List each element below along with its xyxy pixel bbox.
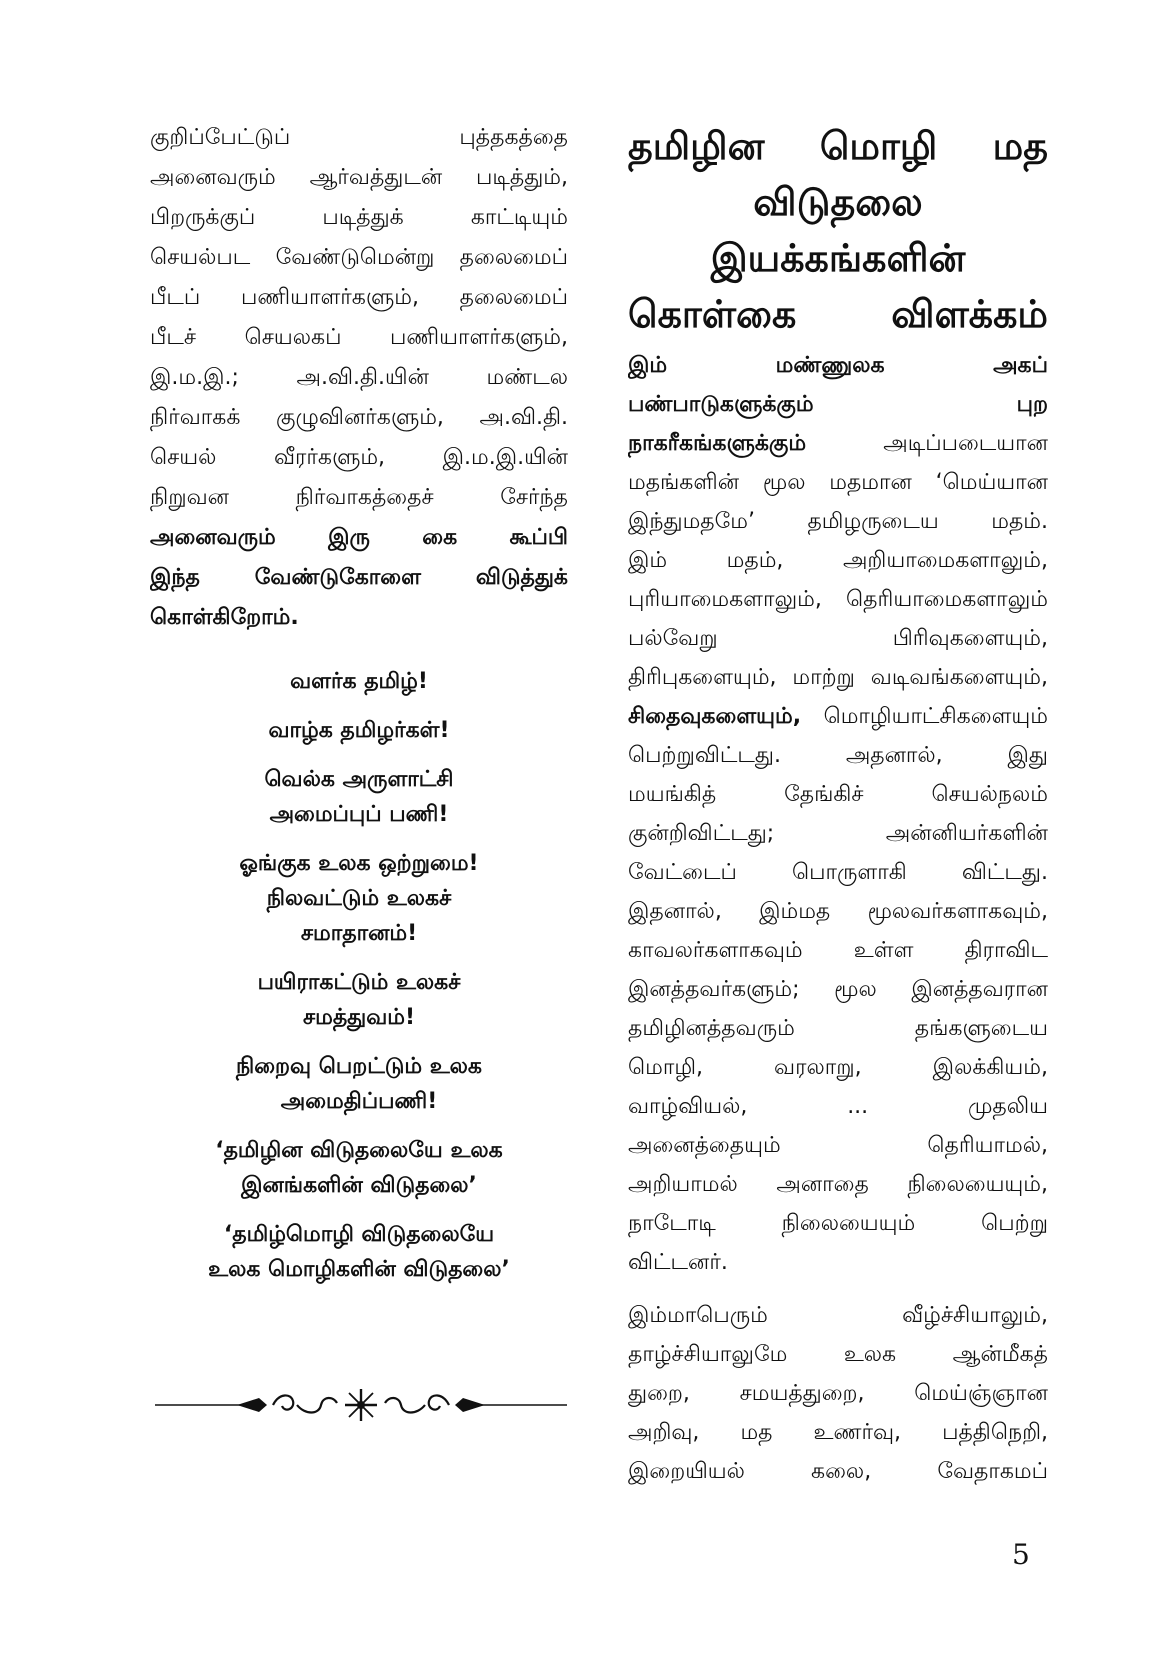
text-segment: காவலர்களாகவும் உள்ள திராவிட [628, 938, 1048, 963]
text-segment: இந்துமதமே’ தமிழருடைய மதம். [628, 509, 1048, 534]
text-segment: வேட்டைப் பொருளாகி விட்டது. [628, 860, 1048, 885]
slogan-line: ‘தமிழின விடுதலையே உலக [215, 1138, 503, 1163]
text-segment: தமிழினத்தவரும் தங்களுடைய [628, 1016, 1048, 1041]
text-line [628, 892, 1048, 931]
slogan-line: பயிராகட்டும் உலகச் [257, 970, 461, 995]
text-segment: அறியாமல் அனாதை நிலையையும், [628, 1172, 1048, 1197]
text-segment: பண்பாடுகளுக்கும் புற [628, 392, 1048, 417]
text-line [628, 814, 1048, 853]
slogan-line: வெல்க அருளாட்சி [264, 767, 454, 792]
text-line [628, 1243, 1048, 1282]
text-segment: பல்வேறு பிரிவுகளையும், [628, 626, 1048, 651]
slogan-line: அமைப்புப் பணி! [269, 802, 449, 827]
text-line [628, 970, 1048, 1009]
text-segment: நாகரீகங்களுக்கும் [628, 431, 807, 456]
text-line: பிறருக்குப் படித்துக் காட்டியும் [150, 205, 568, 230]
text-line [628, 346, 1048, 385]
text-line [628, 541, 1048, 580]
slogan [150, 1217, 568, 1287]
text-line [628, 424, 1048, 463]
slogan-line: இனங்களின் விடுதலை’ [241, 1173, 477, 1198]
text-segment: மதங்களின் மூல மதமான ‘மெய்யான [628, 470, 1048, 495]
slogan-line: வளர்க தமிழ்! [290, 669, 428, 694]
text-segment: குன்றிவிட்டது; அன்னியர்களின் [628, 821, 1048, 846]
text-segment: புரியாமைகளாலும், தெரியாமைகளாலும் [628, 587, 1048, 612]
text-line: நிறுவன நிர்வாகத்தைச் சேர்ந்த [150, 485, 568, 510]
text-line [628, 1204, 1048, 1243]
text-line [628, 775, 1048, 814]
text-line: இம்மாபெரும் வீழ்ச்சியாலும், [628, 1303, 1048, 1328]
text-line: செயல் வீரர்களும், இ.ம.இ.யின் [150, 445, 568, 470]
page-number: 5 [1012, 1538, 1030, 1571]
slogan-line: நிலவட்டும் உலகச் [266, 886, 452, 911]
text-segment: இனத்தவர்களும்; மூல இனத்தவரான [628, 977, 1048, 1002]
text-line [628, 736, 1048, 775]
text-line: செயல்பட வேண்டுமென்று தலைமைப் [150, 245, 568, 270]
text-line [628, 931, 1048, 970]
text-segment: மொழி, வரலாறு, இலக்கியம், [628, 1055, 1048, 1080]
text-line: அறிவு, மத உணர்வு, பத்திநெறி, [628, 1420, 1048, 1445]
text-segment: திரிபுகளையும், மாற்று வடிவங்களையும், [628, 665, 1048, 690]
ornament-divider [155, 1385, 567, 1425]
slogan-line: சமத்துவம்! [302, 1005, 416, 1030]
slogan-line: நிறைவு பெறட்டும் உலக [236, 1054, 482, 1079]
text-line [628, 1048, 1048, 1087]
text-line [628, 502, 1048, 541]
text-line: பீடப் பணியாளர்களும், தலைமைப் [150, 285, 568, 310]
text-line [628, 385, 1048, 424]
text-line: அனைவரும் ஆர்வத்துடன் படித்தும், [150, 165, 568, 190]
text-segment: வாழ்வியல், ... முதலிய [628, 1094, 1048, 1119]
text-segment: இதனால், இம்மத மூலவர்களாகவும், [628, 899, 1048, 924]
title-line: கொள்கை விளக்கம் [628, 292, 1048, 336]
slogan [150, 664, 568, 699]
paragraph-1 [628, 346, 1048, 1282]
text-segment: அனைத்தையும் தெரியாமல், [628, 1133, 1048, 1158]
text-segment: விட்டனர். [628, 1250, 728, 1275]
text-line [628, 853, 1048, 892]
text-line: பீடச் செயலகப் பணியாளர்களும், [150, 325, 568, 350]
text-segment: இம் மதம், அறியாமைகளாலும், [628, 548, 1048, 573]
slogan [150, 846, 568, 951]
slogan-line: ஓங்குக உலக ஒற்றுமை! [239, 851, 479, 876]
text-segment: சிதைவுகளையும், [628, 704, 802, 729]
text-segment: பெற்றுவிட்டது. அதனால், இது [628, 743, 1048, 768]
slogans [150, 664, 568, 1287]
slogan-line: உலக மொழிகளின் விடுதலை’ [208, 1257, 510, 1282]
slogan-line: வாழ்க தமிழர்கள்! [268, 718, 450, 743]
slogan [150, 762, 568, 832]
text-line: இறையியல் கலை, வேதாகமப் [628, 1459, 1048, 1484]
title-line: இயக்கங்களின் [710, 236, 966, 280]
article-title [628, 118, 1048, 342]
paragraph-2 [628, 1296, 1048, 1491]
text-line [628, 619, 1048, 658]
intro-paragraph [150, 118, 568, 638]
slogan [150, 1049, 568, 1119]
text-line: இந்த வேண்டுகோளை விடுத்துக் [150, 565, 568, 590]
text-line: இ.ம.இ.; அ.வி.தி.யின் மண்டல [150, 365, 568, 390]
text-line [628, 1165, 1048, 1204]
slogan-line: அமைதிப்பணி! [280, 1089, 438, 1114]
slogan [150, 1133, 568, 1203]
text-segment: இம் மண்ணுலக அகப் [628, 353, 1048, 378]
right-column [628, 118, 1048, 1491]
slogan [150, 965, 568, 1035]
text-line [628, 580, 1048, 619]
slogan-line: சமாதானம்! [300, 921, 418, 946]
left-column [150, 118, 568, 1287]
text-line [628, 1009, 1048, 1048]
text-line [628, 697, 1048, 736]
text-line: துறை, சமயத்துறை, மெய்ஞ்ஞான [628, 1381, 1048, 1406]
text-line [628, 658, 1048, 697]
text-line: அனைவரும் இரு கை கூப்பி [150, 525, 568, 550]
text-segment: அடிப்படையான [806, 431, 1048, 456]
text-line: குறிப்பேட்டுப் புத்தகத்தை [150, 125, 568, 150]
text-line [628, 1126, 1048, 1165]
slogan-line: ‘தமிழ்மொழி விடுதலையே [223, 1222, 495, 1247]
text-line [628, 463, 1048, 502]
text-segment: மயங்கித் தேங்கிச் செயல்நலம் [628, 782, 1048, 807]
slogan [150, 713, 568, 748]
text-line [628, 1087, 1048, 1126]
text-segment: மொழியாட்சிகளையும் [801, 704, 1048, 729]
title-line: தமிழின மொழி மத [628, 124, 1048, 168]
text-line: கொள்கிறோம். [150, 605, 299, 630]
text-line: நிர்வாகக் குழுவினர்களும், அ.வி.தி. [150, 405, 568, 430]
text-line: தாழ்ச்சியாலுமே உலக ஆன்மீகத் [628, 1342, 1048, 1367]
title-line: விடுதலை [753, 180, 923, 224]
text-segment: நாடோடி நிலையையும் பெற்று [628, 1211, 1048, 1236]
